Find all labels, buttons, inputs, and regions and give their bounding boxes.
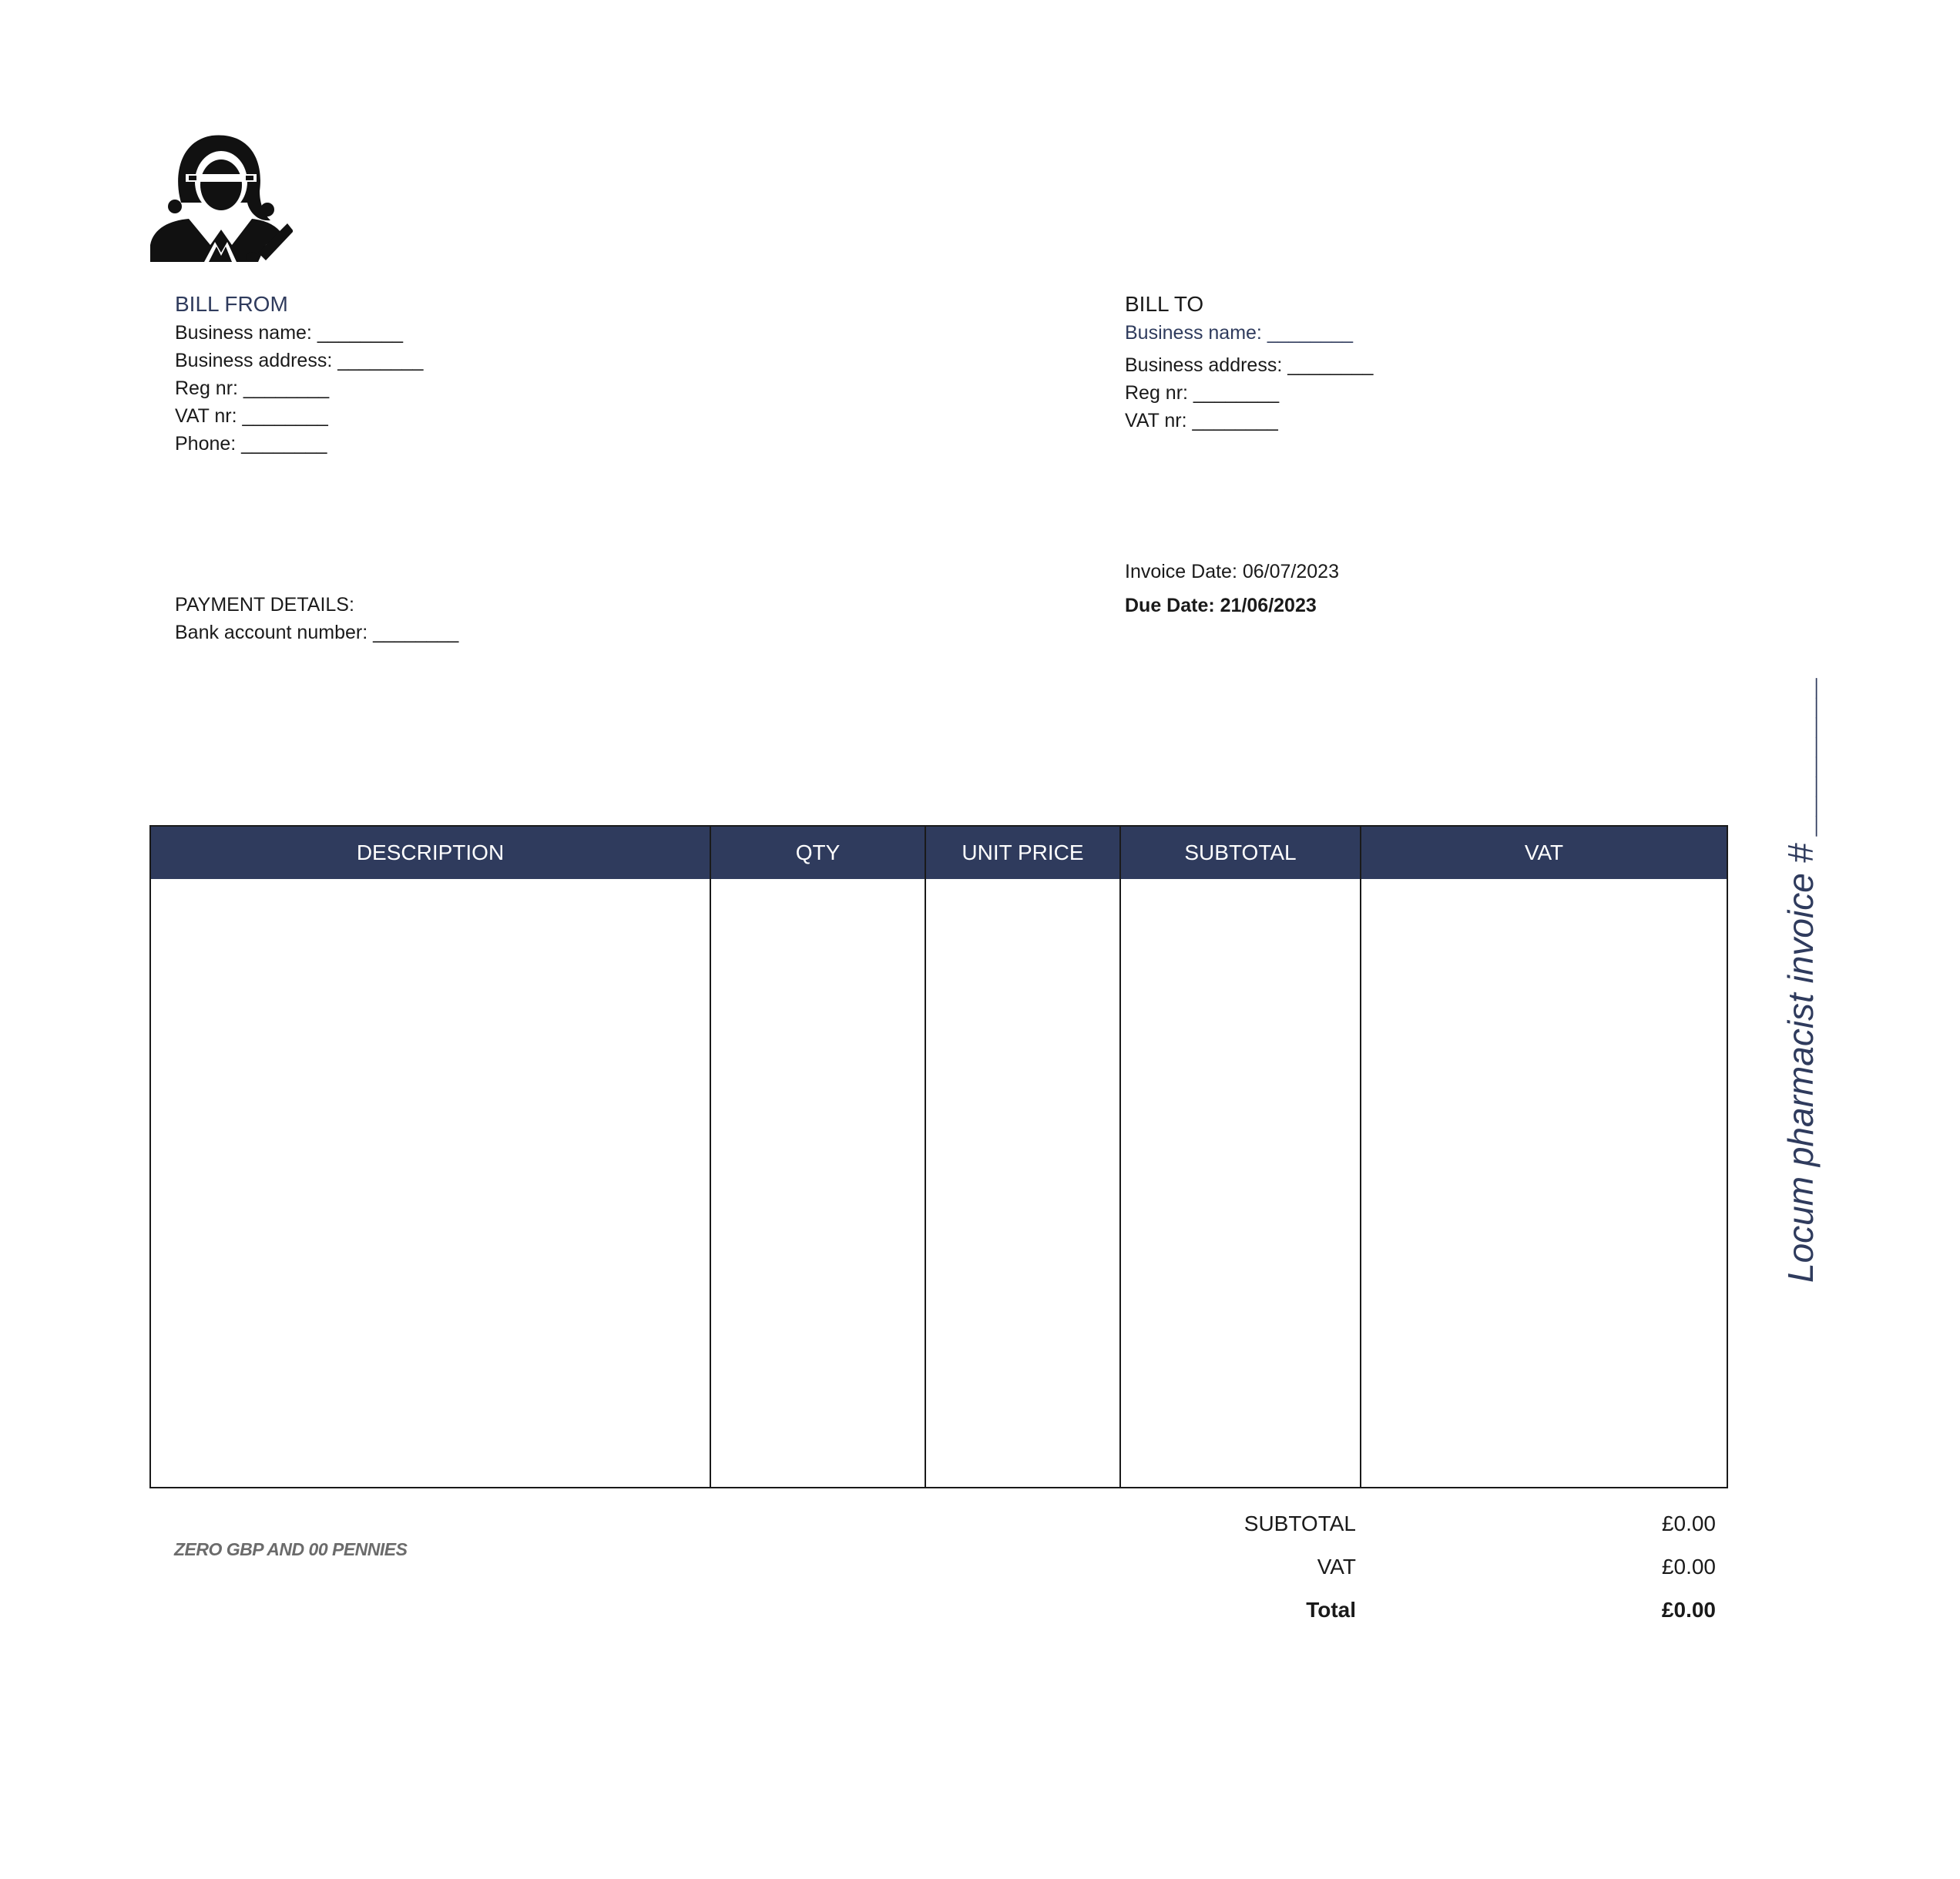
bank-account-number: Bank account number: ________ bbox=[175, 622, 459, 643]
unit-price-cell[interactable] bbox=[925, 879, 1120, 1488]
column-header-description: DESCRIPTION bbox=[150, 826, 710, 879]
payment-details-heading: PAYMENT DETAILS: bbox=[175, 594, 354, 616]
description-cell[interactable] bbox=[150, 879, 710, 1488]
bill-to-business-address: Business address: ________ bbox=[1125, 354, 1374, 376]
bill-from-business-address: Business address: ________ bbox=[175, 350, 424, 371]
vat-label: VAT bbox=[1317, 1555, 1356, 1579]
bill-to-heading: BILL TO bbox=[1125, 292, 1204, 316]
total-label: Total bbox=[1306, 1598, 1356, 1622]
column-header-vat: VAT bbox=[1361, 826, 1727, 879]
pharmacist-logo-icon bbox=[150, 129, 293, 262]
table-row bbox=[150, 879, 1727, 1488]
due-date: Due Date: 21/06/2023 bbox=[1125, 595, 1317, 616]
bill-from-section bbox=[175, 290, 423, 458]
column-header-subtotal: SUBTOTAL bbox=[1120, 826, 1361, 879]
line-items-table bbox=[149, 825, 1728, 1488]
payment-details bbox=[175, 591, 458, 646]
bill-from-reg-nr: Reg nr: ________ bbox=[175, 377, 330, 399]
bill-to-reg-nr: Reg nr: ________ bbox=[1125, 382, 1280, 404]
bill-to-business-name: Business name: ________ bbox=[1125, 322, 1354, 344]
subtotal-label: SUBTOTAL bbox=[1243, 1512, 1356, 1535]
totals-values bbox=[1541, 1502, 1716, 1632]
bill-from-phone: Phone: ________ bbox=[175, 433, 327, 455]
bill-to-section bbox=[1125, 290, 1373, 435]
total-value: £0.00 bbox=[1661, 1598, 1716, 1622]
vat-cell[interactable] bbox=[1361, 879, 1727, 1488]
bill-from-heading: BILL FROM bbox=[175, 292, 288, 316]
invoice-dates bbox=[1125, 556, 1339, 621]
column-header-unit-price: UNIT PRICE bbox=[925, 826, 1120, 879]
amount-in-words: ZERO GBP AND 00 PENNIES bbox=[174, 1539, 408, 1559]
subtotal-value: £0.00 bbox=[1661, 1512, 1716, 1535]
vat-value: £0.00 bbox=[1661, 1555, 1716, 1579]
table-header-row bbox=[150, 826, 1727, 879]
bill-from-vat-nr: VAT nr: ________ bbox=[175, 405, 328, 427]
subtotal-cell[interactable] bbox=[1120, 879, 1361, 1488]
column-header-qty: QTY bbox=[710, 826, 925, 879]
bill-from-business-name: Business name: ________ bbox=[175, 322, 404, 344]
bill-to-vat-nr: VAT nr: ________ bbox=[1125, 410, 1278, 431]
invoice-title: Locum pharmacist invoice # ________ bbox=[1780, 676, 1821, 1283]
qty-cell[interactable] bbox=[710, 879, 925, 1488]
invoice-date: Invoice Date: 06/07/2023 bbox=[1125, 561, 1339, 582]
totals-labels bbox=[1140, 1502, 1356, 1632]
